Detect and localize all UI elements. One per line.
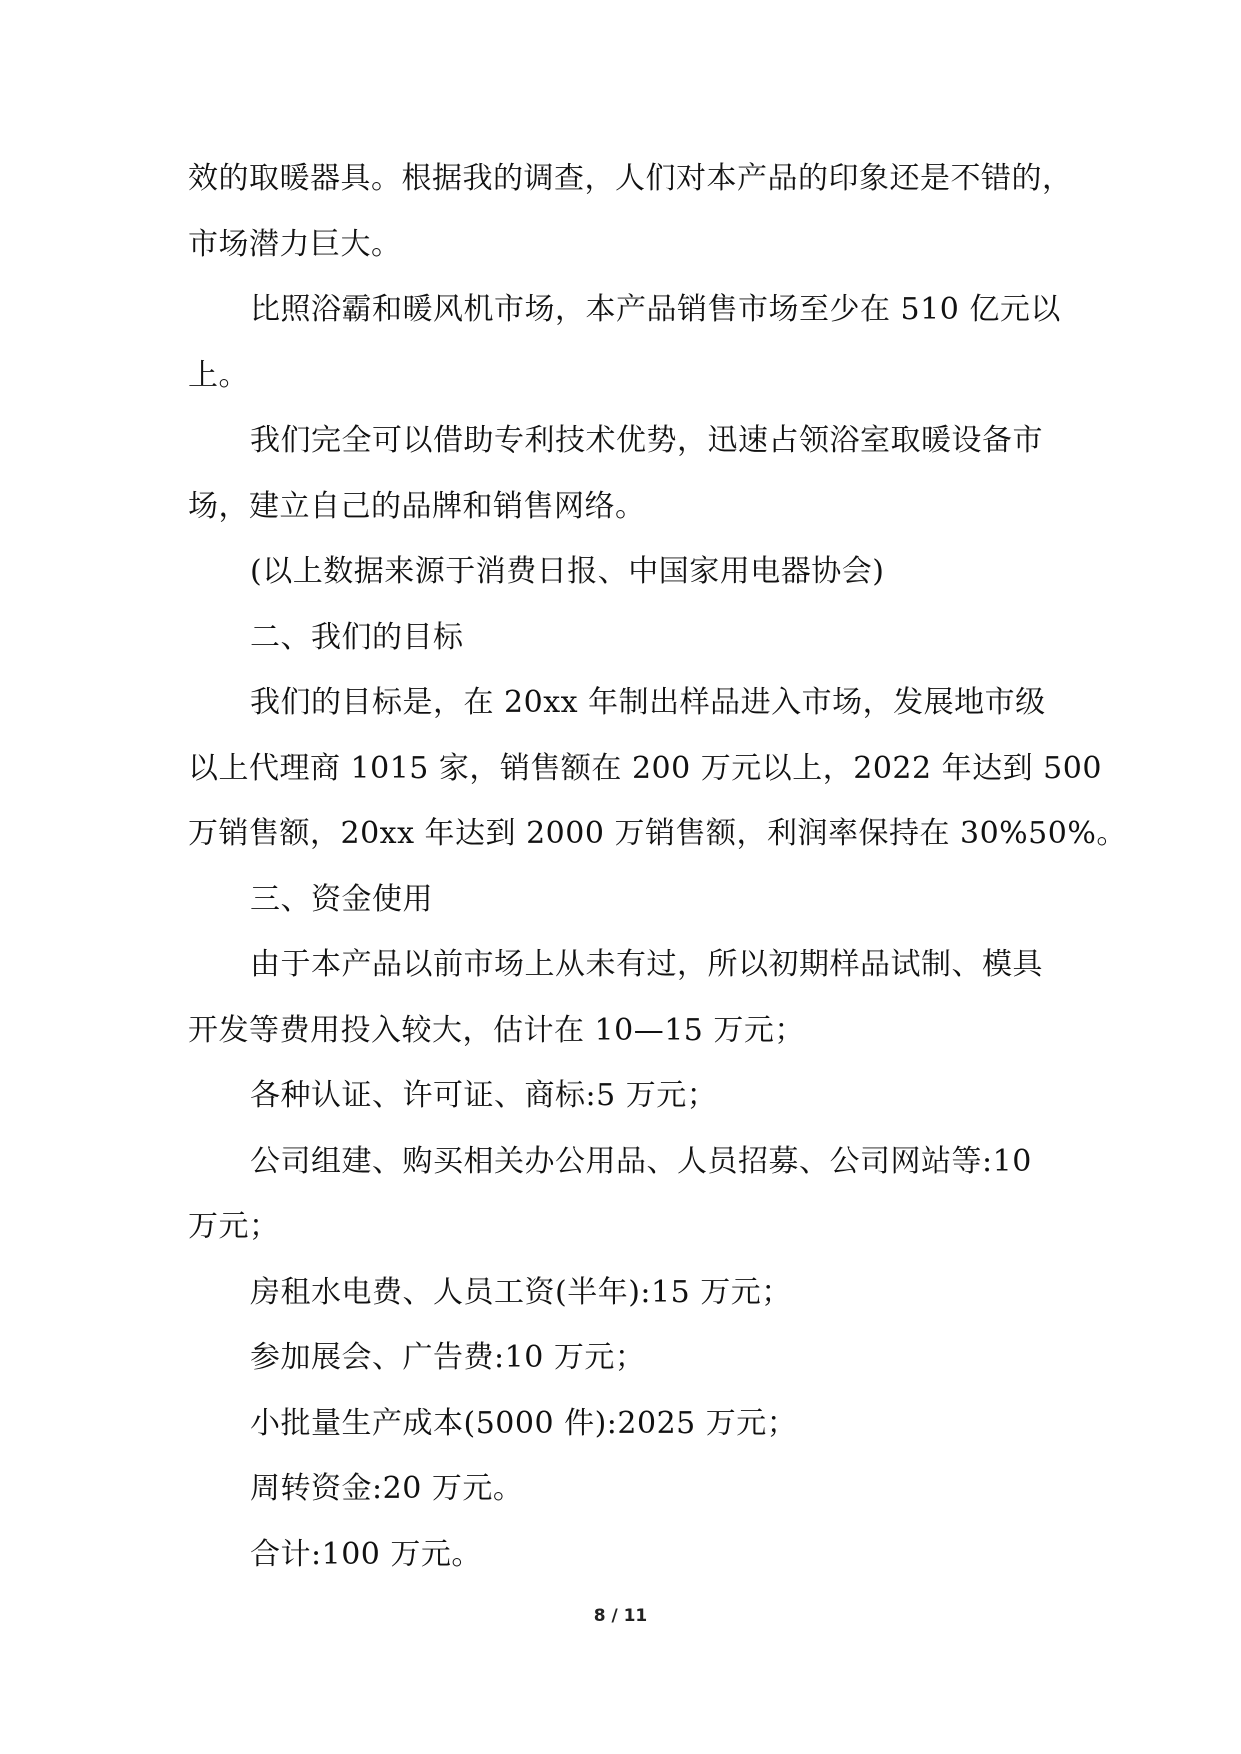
text-line: 各种认证、许可证、商标:5 万元； (250, 1078, 718, 1113)
text-line: 公司组建、购买相关办公用品、人员招募、公司网站等:10 (250, 1143, 1032, 1179)
text-line: 上。 (188, 357, 249, 393)
text-line: 由于本产品以前市场上从未有过，所以初期样品试制、模具 (250, 947, 1043, 982)
text-line: (以上数据来源于消费日报、中国家用电器协会) (250, 554, 885, 589)
text-line: 小批量生产成本(5000 件):2025 万元； (250, 1405, 798, 1441)
section-heading: 二、我们的目标 (250, 619, 464, 655)
text-line: 效的取暖器具。根据我的调查，人们对本产品的印象还是不错的， (188, 161, 1073, 196)
page-number: 8 / 11 (593, 1606, 648, 1626)
text-line: 房租水电费、人员工资(半年):15 万元； (250, 1274, 792, 1310)
text-line: 我们的目标是，在 20xx 年制出样品进入市场，发展地市级 (250, 685, 1046, 720)
text-line: 合计:100 万元。 (250, 1536, 482, 1572)
text-line: 以上代理商 1015 家，销售额在 200 万元以上，2022 年达到 500 (188, 750, 1102, 786)
document-body (188, 146, 1127, 1587)
section-heading: 三、资金使用 (250, 881, 433, 917)
text-line: 万元； (188, 1209, 280, 1244)
text-line: 场，建立自己的品牌和销售网络。 (188, 488, 646, 524)
text-line: 市场潜力巨大。 (188, 226, 402, 262)
text-line: 参加展会、广告费:10 万元； (250, 1340, 646, 1375)
text-line: 周转资金:20 万元。 (250, 1471, 524, 1506)
text-line: 万销售额，20xx 年达到 2000 万销售额，利润率保持在 30%50%。 (188, 816, 1127, 851)
text-line: 我们完全可以借助专利技术优势，迅速占领浴室取暖设备市 (250, 423, 1043, 458)
text-line: 比照浴霸和暖风机市场，本产品销售市场至少在 510 亿元以 (250, 292, 1061, 327)
text-line: 开发等费用投入较大，估计在 10—15 万元； (188, 1012, 805, 1048)
